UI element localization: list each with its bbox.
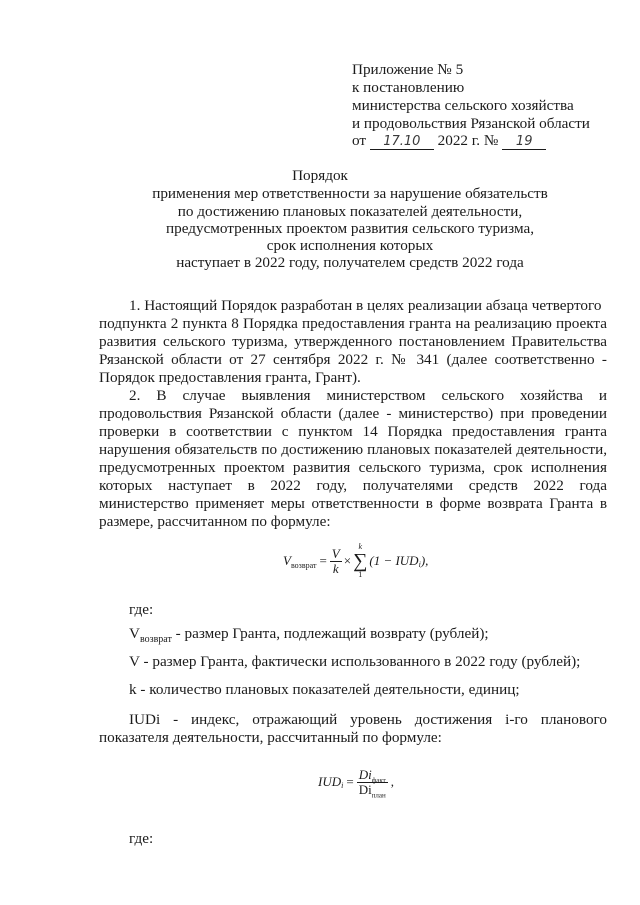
def1-text: - размер Гранта, подлежащий возврату (рублей); xyxy=(171,625,489,642)
def-v: V - размер Гранта, фактически использованного в 2022 году (рублей); xyxy=(129,653,581,670)
formula2-den-sub: план xyxy=(371,791,386,800)
p2-line-5: предусмотренных проектом развития сельского туризма, срок исполнения xyxy=(99,459,607,476)
p1-line-1: 1. Настоящий Порядок разработан в целях реализации абзаца четвертого xyxy=(129,297,602,314)
formula2-eq: = xyxy=(346,774,354,789)
title-line-3: по достижению плановых показателей деятельности, xyxy=(177,203,523,220)
formula2-num: Di xyxy=(358,766,372,782)
appendix-date-line xyxy=(352,131,546,150)
p2-line-4: нарушения обязательств по достижению плановых показателей деятельности, xyxy=(99,441,607,458)
formula-refund: V $_{возврат}$ = $\frac{V}{k}$ × k ∑ 1 (1 − IUD $_i$ ), xyxy=(283,542,429,579)
formula1-eq: = xyxy=(319,553,327,568)
date-mid: 2022 г. № xyxy=(437,132,499,149)
formula1-fraction xyxy=(330,547,342,576)
title-line-5: срок исполнения которых xyxy=(266,237,434,254)
date-handwritten: 17.10 xyxy=(370,132,434,150)
def-iud-line-1: IUDi - индекс, отражающий уровень достижения i-го планового xyxy=(129,711,607,728)
title-line-4: предусмотренных проектом развития сельского туризма, xyxy=(165,220,535,237)
p1-line-3: развития сельского туризма, утвержденного постановлением Правительства xyxy=(99,333,607,350)
number-handwritten: 19 xyxy=(502,132,546,150)
where-label-2: где: xyxy=(129,830,154,847)
p2-line-1: 2. В случае выявления министерством сельского хозяйства и xyxy=(129,387,607,404)
formula1-sum-top: k xyxy=(358,542,362,551)
date-prefix: от xyxy=(352,132,367,149)
title-line-6: наступает в 2022 году, получателем средств 2022 года xyxy=(176,254,524,271)
formula1-lhs: V xyxy=(283,553,291,568)
def-v-refund xyxy=(129,624,489,646)
p2-line-3: проверки в соответствии с пунктом 14 Порядка предоставления гранта xyxy=(99,423,607,440)
formula1-body: (1 − IUD xyxy=(369,553,419,568)
p2-line-7: министерство применяет меры ответственности в форме возврата Гранта в xyxy=(99,495,607,512)
formula2-den: Di xyxy=(358,781,372,797)
formula2-end: , xyxy=(390,774,395,789)
def1-var: V xyxy=(129,625,140,642)
p2-line-8: размере, рассчитанном по формуле: xyxy=(99,513,331,530)
p1-line-2: подпункта 2 пункта 8 Порядка предоставления гранта на реализацию проекта xyxy=(99,315,607,332)
sum-symbol xyxy=(353,542,367,580)
def-k: k - количество плановых показателей деятельности, единиц; xyxy=(129,681,520,698)
where-label-1: где: xyxy=(129,601,154,618)
appendix-line-4: и продовольствия Рязанской области xyxy=(352,115,590,132)
p2-line-6: которых наступает в 2022 году, получателями средств 2022 года xyxy=(99,477,607,494)
formula1-body-end: ), xyxy=(420,553,429,568)
formula-index: IUD $_i$ = $\frac{Di_{факт}}{Di_{план}}$ , xyxy=(318,766,395,800)
sigma-icon: ∑ xyxy=(353,550,368,572)
title-line-1: Порядок xyxy=(292,167,348,184)
formula2-num-sub: факт xyxy=(371,776,386,785)
title-line-2: применения мер ответственности за нарушение обязательств xyxy=(152,185,548,202)
formula2-fraction xyxy=(357,766,388,800)
formula2-lhs: IUD xyxy=(318,774,342,789)
p2-line-2: продовольствия Рязанской области (далее - министерство) при проведении xyxy=(99,405,607,422)
formula1-num: V xyxy=(331,545,340,561)
appendix-line-2: к постановлению xyxy=(352,79,465,96)
formula1-den: k xyxy=(332,560,339,576)
formula2-num-wrap xyxy=(357,768,388,783)
appendix-line-1: Приложение № 5 xyxy=(352,61,464,78)
formula1-times: × xyxy=(343,553,352,568)
formula1-sum-bottom: 1 xyxy=(358,570,363,579)
p1-line-4: Рязанской области от 27 сентября 2022 г. № 341 (далее соответственно - xyxy=(99,351,607,368)
appendix-line-3: министерства сельского хозяйства xyxy=(352,97,574,114)
formula2-den-wrap xyxy=(357,781,388,800)
def1-sub: возврат xyxy=(139,634,172,646)
p1-line-5: Порядок предоставления гранта, Грант). xyxy=(99,369,361,386)
def-iud-line-2: показателя деятельности, рассчитанный по формуле: xyxy=(99,729,442,746)
